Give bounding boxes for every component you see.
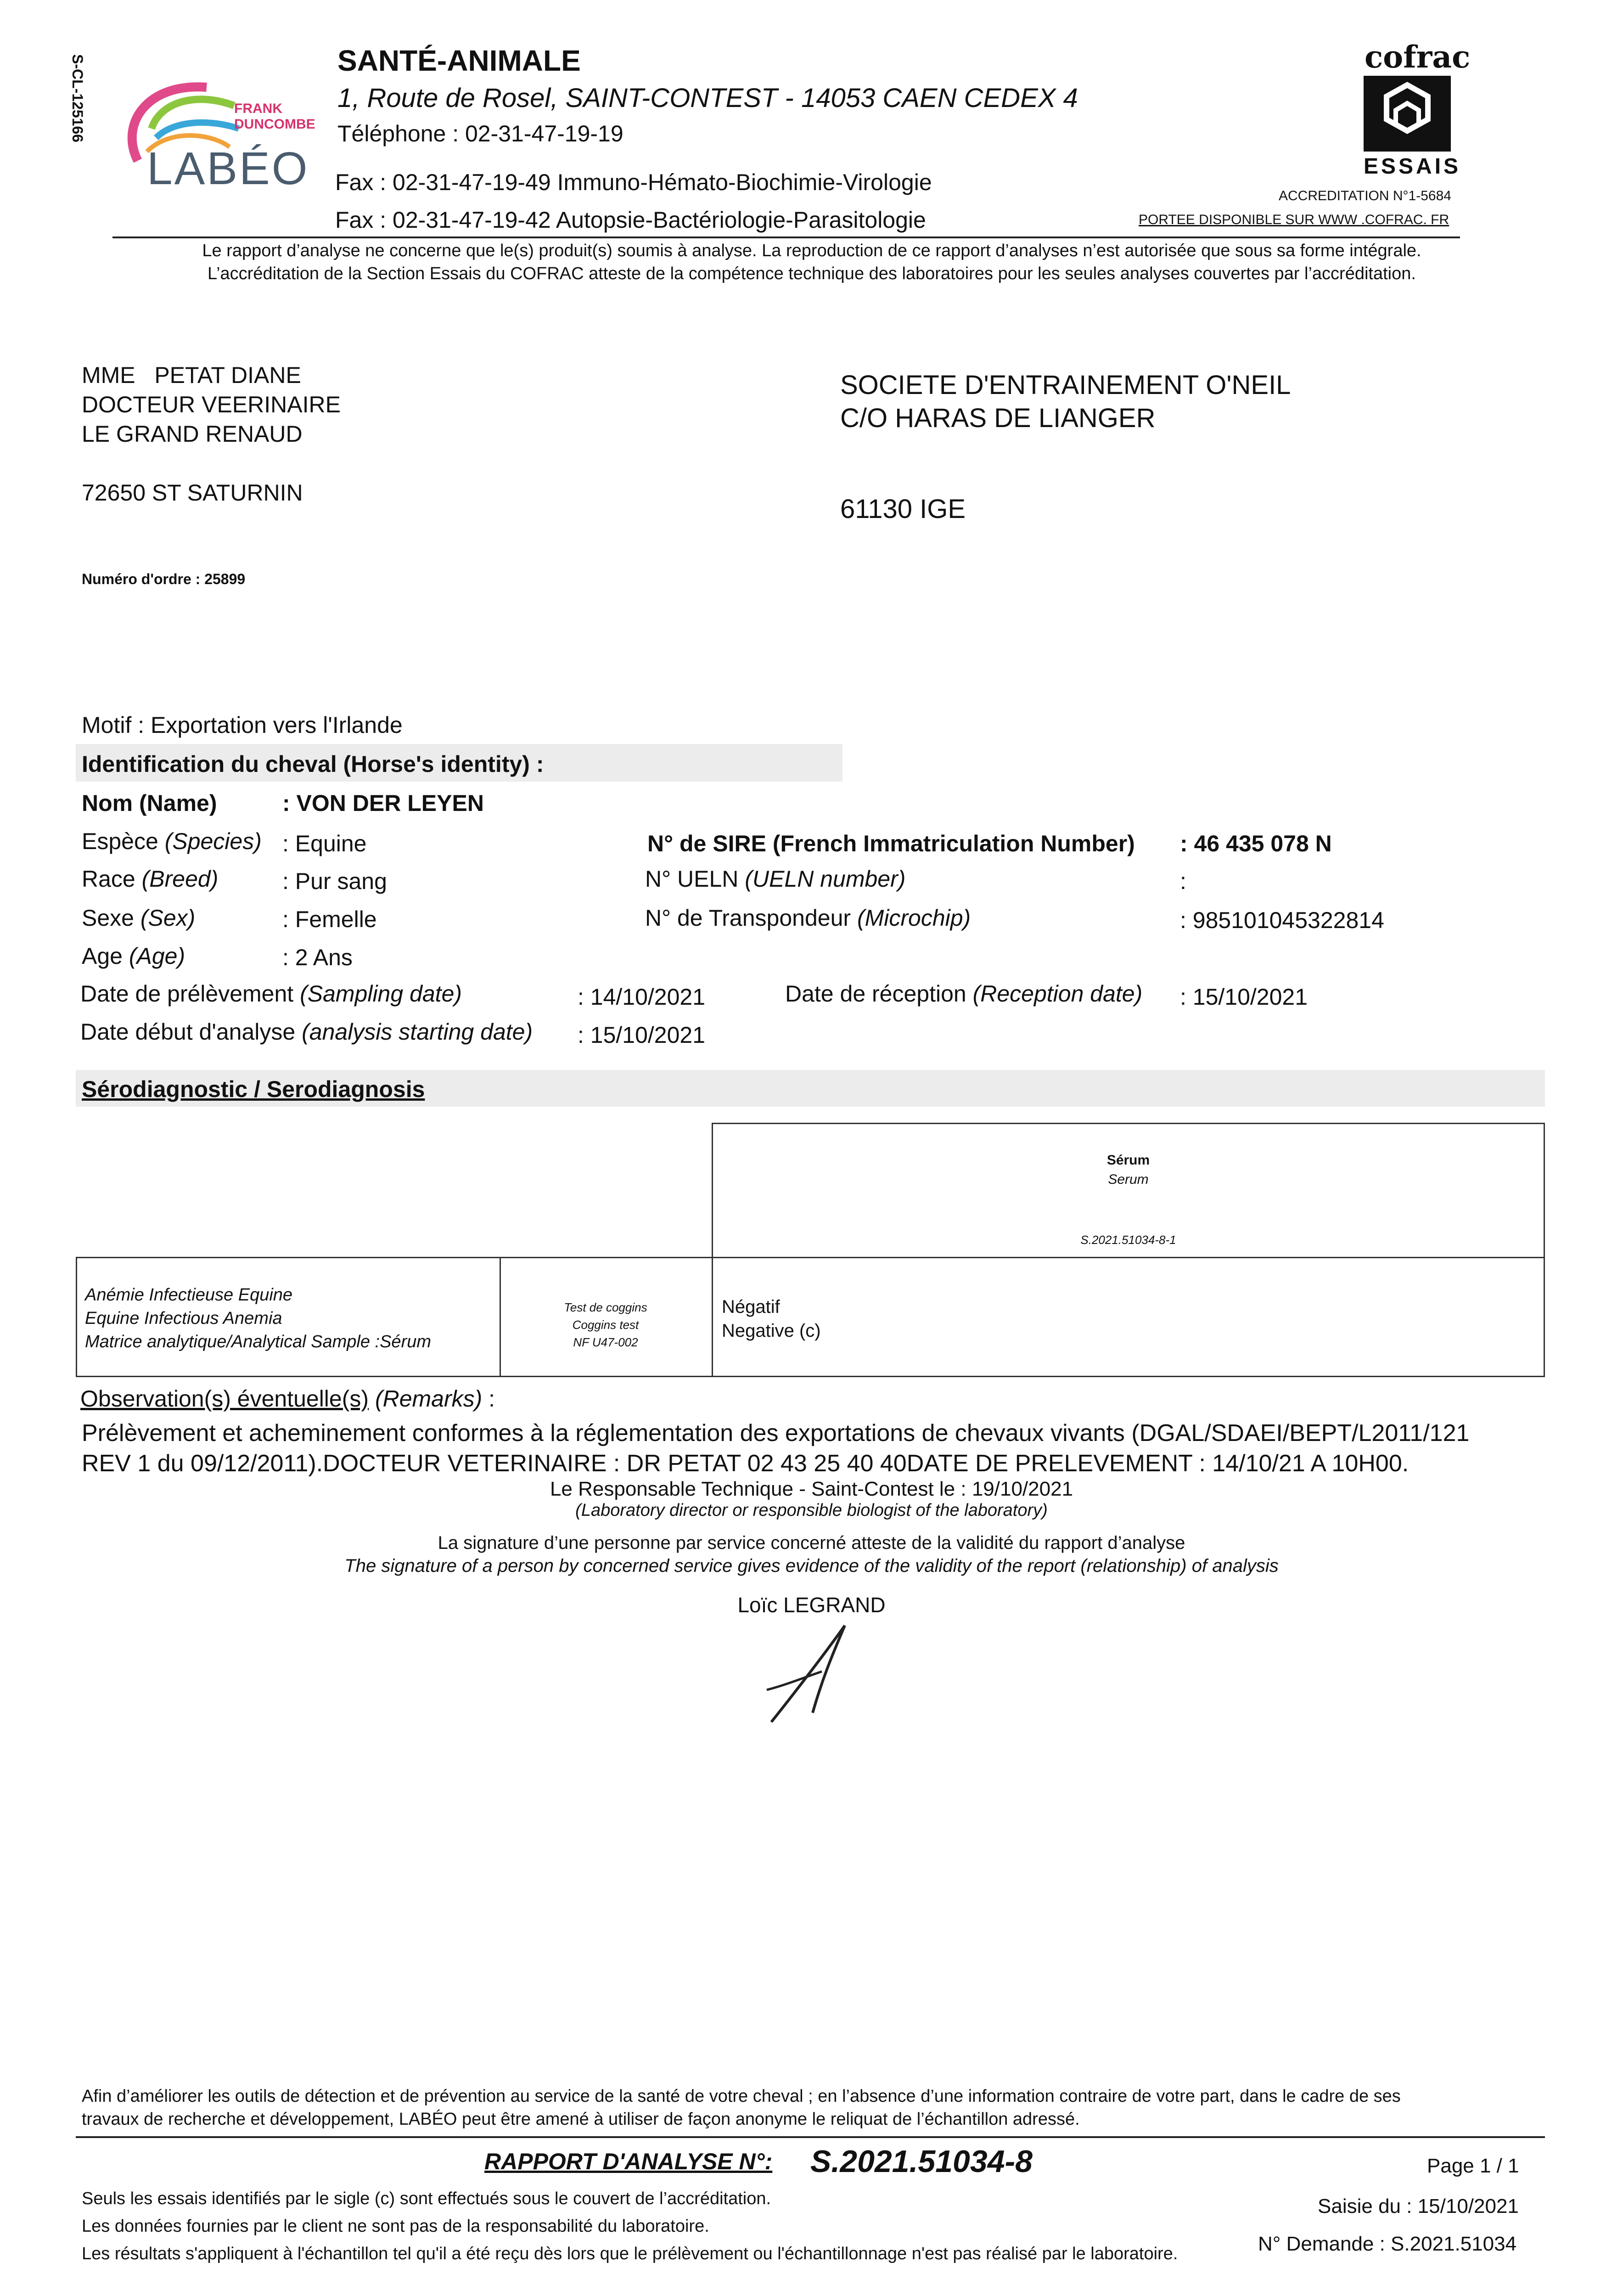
method-line-2: Coggins test — [572, 1318, 639, 1332]
species-value: : Equine — [282, 831, 367, 856]
footer-notice — [82, 2085, 1401, 2131]
footer-notice-line-2: travaux de recherche et développement, LABÉO peut être amené à utiliser de façon anonyme le reliquat de l’échantillon adressé. — [82, 2110, 1080, 2129]
reception-date-value: : 15/10/2021 — [1180, 984, 1308, 1010]
ueln-label-en: (UELN number) — [745, 866, 906, 892]
recipient-line-1: MME PETAT DIANE — [82, 362, 301, 388]
analysis-date-label-en: (analysis starting date) — [302, 1019, 533, 1045]
analysis-method — [500, 1299, 712, 1351]
org-fax-1: Fax : 02-31-47-19-49 Immuno-Hémato-Biochimie-Virologie — [335, 169, 932, 195]
analysis-date-label-fr: Date début d'analyse — [80, 1019, 296, 1045]
chip-value: : 985101045322814 — [1180, 907, 1384, 933]
logo-line1: FRANK — [234, 101, 282, 116]
method-line-3: NF U47-002 — [573, 1335, 638, 1349]
cofrac-logo — [1359, 39, 1471, 181]
serum-header-fr: Sérum — [1106, 1153, 1150, 1168]
motif: Motif : Exportation vers l'Irlande — [82, 712, 403, 738]
breed-value: : Pur sang — [282, 868, 387, 894]
remarks-label-en: (Remarks) — [375, 1386, 483, 1412]
header-rule — [112, 236, 1460, 238]
serum-header-en: Serum — [1108, 1172, 1149, 1187]
recipient-address — [82, 360, 341, 507]
analysis-date-value: : 15/10/2021 — [578, 1022, 706, 1048]
footer-legal-line-1: Seuls les essais identifiés par le sigle (c) sont effectués sous le couvert de l’accréditation. — [82, 2189, 771, 2208]
signature-validity-en: The signature of a person by concerned service gives evidence of the validity of the report (relationship) of analysis — [344, 1556, 1279, 1576]
result-en: Negative (c) — [722, 1321, 821, 1341]
chip-label — [645, 905, 971, 931]
recipient-line-4: 72650 ST SATURNIN — [82, 480, 303, 506]
cofrac-accreditation: ACCREDITATION N°1-5684 — [1279, 188, 1451, 203]
owner-line-1: SOCIETE D'ENTRAINEMENT O'NEIL — [840, 370, 1291, 400]
footer-rule — [76, 2136, 1545, 2138]
sample-id: S.2021.51034-8-1 — [1080, 1233, 1176, 1247]
org-fax-2: Fax : 02-31-47-19-42 Autopsie-Bactériologie-Parasitologie — [335, 207, 926, 233]
age-label-en: (Age) — [129, 943, 185, 969]
sire-label: N° de SIRE (French Immatriculation Number) — [647, 831, 1135, 856]
breed-label-en: (Breed) — [141, 866, 219, 892]
name-value: : VON DER LEYEN — [282, 790, 484, 816]
breed-label — [82, 866, 218, 892]
serodiagnosis-title: Sérodiagnostic / Serodiagnosis — [82, 1076, 425, 1102]
ueln-label — [645, 866, 905, 892]
report-number: S.2021.51034-8 — [810, 2144, 1033, 2179]
analysis-name-fr: Anémie Infectieuse Equine — [85, 1285, 293, 1305]
sex-value: : Femelle — [282, 906, 377, 932]
sex-label-fr: Sexe — [82, 905, 134, 931]
handwritten-signature-icon — [758, 1621, 859, 1727]
breed-label-fr: Race — [82, 866, 135, 892]
sampling-date-label-en: (Sampling date) — [300, 981, 462, 1007]
request-number: N° Demande : S.2021.51034 — [1258, 2233, 1517, 2255]
cofrac-scope: PORTEE DISPONIBLE SUR WWW .COFRAC. FR — [1139, 212, 1449, 227]
analysis-name-en: Equine Infectious Anemia — [85, 1309, 282, 1328]
name-label: Nom (Name) — [82, 790, 217, 816]
species-label-fr: Espèce — [82, 828, 158, 854]
remarks-label — [80, 1385, 495, 1412]
reception-date-label-en: (Reception date) — [972, 981, 1143, 1007]
sampling-date-value: : 14/10/2021 — [578, 984, 706, 1010]
remarks-line-1: Prélèvement et acheminement conformes à la réglementation des exportations de chevaux vivants (DGAL/SDAEI/BEPT/L2011/121 — [82, 1420, 1470, 1446]
owner-line-3: 61130 IGE — [840, 494, 966, 524]
chip-label-fr: N° de Transpondeur — [645, 905, 851, 931]
remarks-line-2: REV 1 du 09/12/2011).DOCTEUR VETERINAIRE : DR PETAT 02 43 25 40 40DATE DE PRELEVEMENT : 14/10/21 A 10H00. — [82, 1450, 1409, 1477]
logo-line2: DUNCOMBE — [234, 117, 315, 132]
footer-notice-line-1: Afin d’améliorer les outils de détection et de prévention au service de la santé de votre cheval ; en l’absence d’une information contraire de votre part, dans le cadre de ses — [82, 2087, 1401, 2106]
footer-legal-line-3: Les résultats s'appliquent à l'échantillon tel qu'il a été reçu dès lors que le prélèvement ou l'échantillonnage n'est pas réalisé par le laboratoire. — [82, 2244, 1178, 2263]
method-line-1: Test de coggins — [564, 1300, 647, 1314]
cofrac-brand: cofrac — [1365, 39, 1471, 75]
analysis-matrix: Matrice analytique/Analytical Sample :Sérum — [85, 1332, 432, 1351]
result-fr: Négatif — [722, 1297, 780, 1317]
remarks-colon: : — [489, 1386, 495, 1412]
identity-title: Identification du cheval (Horse's identity) : — [82, 751, 544, 777]
analysis-description — [85, 1283, 431, 1354]
responsible-technician: Le Responsable Technique - Saint-Contest le : 19/10/2021 — [550, 1478, 1073, 1500]
disclaimer-line-1: Le rapport d’analyse ne concerne que le(s) produit(s) soumis à analyse. La reproduction de ce rapport d’analyses n’est autorisée que sous sa forme intégrale. — [202, 241, 1421, 260]
signer-name: Loïc LEGRAND — [737, 1593, 886, 1617]
species-label-en: (Species) — [164, 828, 262, 854]
entry-date: Saisie du : 15/10/2021 — [1318, 2195, 1519, 2217]
signature-validity-fr: La signature d’une personne par service concerné atteste de la validité du rapport d’analyse — [438, 1533, 1185, 1553]
report-number-label: RAPPORT D'ANALYSE N°: — [484, 2149, 773, 2174]
org-phone: Téléphone : 02-31-47-19-19 — [337, 121, 623, 146]
cofrac-hexagon-icon — [1364, 76, 1455, 154]
analysis-date-label — [80, 1019, 533, 1045]
reception-date-label — [785, 980, 1142, 1007]
species-label — [82, 828, 262, 855]
footer-legal-line-2: Les données fournies par le client ne sont pas de la responsabilité du laboratoire. — [82, 2217, 709, 2236]
order-number: Numéro d'ordre : 25899 — [82, 571, 246, 587]
recipient-line-3: LE GRAND RENAUD — [82, 421, 303, 447]
sampling-date-label-fr: Date de prélèvement — [80, 981, 294, 1007]
page-number: Page 1 / 1 — [1427, 2155, 1519, 2177]
analysis-result — [722, 1295, 821, 1343]
ueln-label-fr: N° UELN — [645, 866, 739, 892]
age-value: : 2 Ans — [282, 945, 353, 970]
org-address: 1, Route de Rosel, SAINT-CONTEST - 14053 CAEN CEDEX 4 — [337, 83, 1078, 113]
age-label — [82, 943, 185, 969]
labeo-logo — [119, 73, 331, 197]
remarks-label-fr: Observation(s) éventuelle(s) — [80, 1386, 369, 1412]
footer-legal — [82, 2185, 1178, 2268]
sire-value: : 46 435 078 N — [1180, 831, 1332, 856]
disclaimer-line-2: L’accréditation de la Section Essais du COFRAC atteste de la compétence technique des laboratoires pour les seules analyses couvertes par l’accréditation. — [208, 264, 1416, 283]
cofrac-essais: ESSAIS — [1364, 154, 1461, 179]
recipient-line-2: DOCTEUR VEERINAIRE — [82, 392, 341, 417]
reception-date-label-fr: Date de réception — [785, 981, 966, 1007]
responsible-technician-en: (Laboratory director or responsible biologist of the laboratory) — [575, 1501, 1048, 1520]
logo-name: LABÉO — [147, 143, 309, 194]
sex-label-en: (Sex) — [140, 905, 196, 931]
chip-label-en: (Microchip) — [857, 905, 971, 931]
results-divider-2 — [712, 1257, 713, 1377]
document-side-code: S-CL-125166 — [69, 54, 86, 143]
remarks-text — [82, 1418, 1469, 1479]
sex-label — [82, 905, 195, 931]
owner-line-2: C/O HARAS DE LIANGER — [840, 403, 1156, 433]
owner-address — [840, 369, 1291, 435]
sampling-date-label — [80, 980, 462, 1007]
ueln-value: : — [1180, 868, 1186, 894]
age-label-fr: Age — [82, 943, 123, 969]
org-name: SANTÉ-ANIMALE — [337, 44, 581, 77]
